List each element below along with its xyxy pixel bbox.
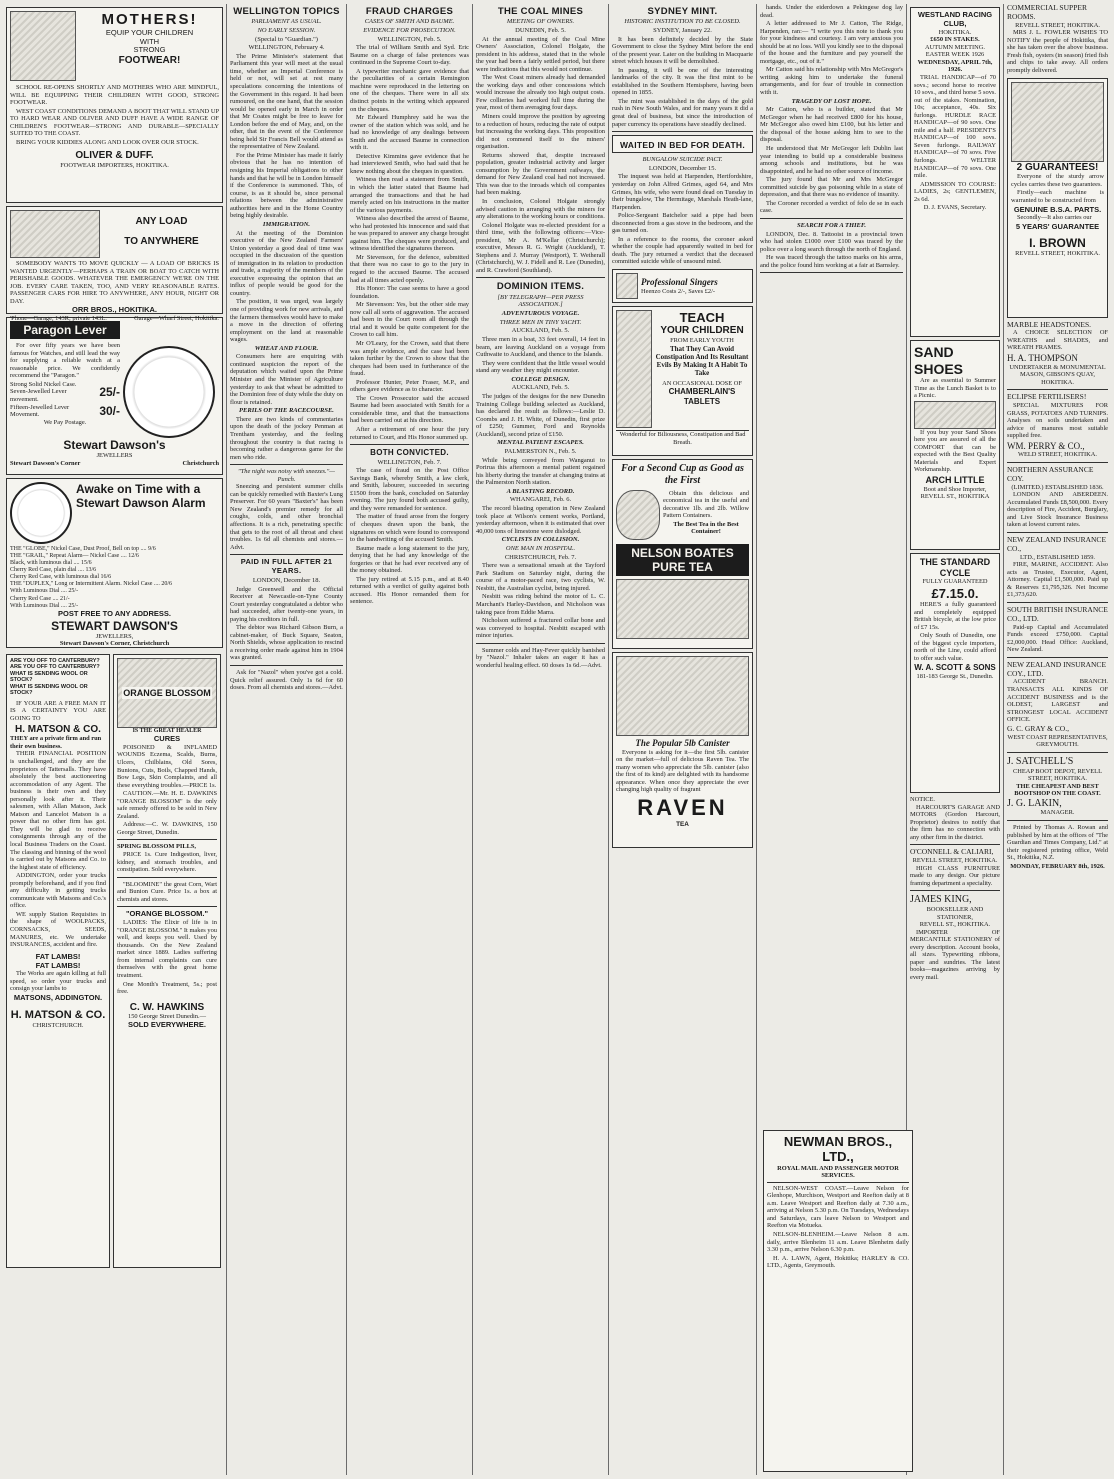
- coal-mines-heading: THE COAL MINES: [497, 6, 584, 17]
- fraud-sub1: CASES OF SMITH AND BAUME.: [364, 18, 455, 26]
- raven-canister-illustration: [616, 656, 749, 736]
- paid-date: LONDON, December 18.: [252, 576, 321, 584]
- ointment-box-illustration: [117, 658, 217, 728]
- eclipse-body: SPECIAL MIXTURES FOR GRASS, POTATOES AND TURNIPS. Analyses on soils undertaken and advice of manures most suitable supplied free.: [1007, 402, 1108, 440]
- teach-4: That They Can Avoid Constipation And Its Resultant Evils By Making It A Habit To Take: [655, 344, 749, 378]
- voyage-date: AUCKLAND, Feb. 5.: [511, 327, 570, 335]
- james-king-body: IMPORTER OF MERCANTILE STATIONERY of every description. Account books, all sizes. Typewriting ribbons, paper and sundries. The latest books—magazines arriving by every mail.: [910, 928, 1000, 982]
- guarantees-body: Everyone of the sturdy arrow cycles carries these two guarantees.: [1011, 173, 1104, 188]
- yacht-subhead: THREE MEN IN TINY YACHT.: [499, 318, 582, 326]
- orr-body: SOMEBODY WANTS TO MOVE QUICKLY — A LOAD OF BRICKS IS WANTED URGENTLY—PERHAPS A TRAIN OR BOAT TO CATCH WITH PERISHABLE GOODS. WHATEVER THE EMERGENCY WE'RE ON THE JOB. EVERY CARE TAKEN, TOO, AND VERY REASONABLE RATES. PASSENGER CARS FOR HIRE TO ANYWHERE, ANY HOUR, NIGHT OR DAY.: [10, 260, 219, 305]
- article-paragraph: The Coroner recorded a verdict of felo de se in each case.: [760, 199, 903, 215]
- gray-sub: WEST COAST REPRESENTATIVES, GREYMOUTH.: [1007, 733, 1108, 749]
- newman-bros-ad: [763, 1130, 913, 1472]
- college-subhead: COLLEGE DESIGN.: [511, 375, 570, 383]
- south-british-body: Paid-up Capital and Accumulated Funds exceed £750,000. Capital £2,000,000. Head Office: Auckland, New Zealand.: [1007, 623, 1108, 654]
- marble-heading: MARBLE HEADSTONES.: [1007, 319, 1092, 329]
- patient-date: PALMERSTON N., Feb. 5.: [504, 447, 577, 455]
- oliver-duff-name: OLIVER & DUFF.: [75, 150, 154, 162]
- arrow-cycle-ad: [1007, 78, 1108, 318]
- raven-body: Everyone is asking for it—the first 5lb. canister on the market—full of delicious Raven Tea. The many women who appreciate the 5lb. canister (also the first of its kind) are delighted with its handsome appearance. When once they appreciate the ever changing high quality of fragrant: [616, 748, 749, 794]
- article-paragraph: There was a sensational smash at the Tayford Park Stadium on Saturday night, during the course of a motor-paced race, two cyclists, W. Nesbitt, the Australian cyclist, being injured.: [476, 562, 605, 592]
- cyclists-date: CHRISTCHURCH, Feb. 7.: [504, 553, 577, 561]
- to-anywhere-title: TO ANYWHERE: [124, 235, 199, 247]
- scott-address: 181-183 George St., Dunedin.: [916, 672, 994, 680]
- alarm-firm: STEWART DAWSON'S: [51, 618, 178, 633]
- raven-tea-word: TEA: [676, 820, 689, 828]
- newman-body2: NELSON-BLENHEIM.—Leave Nelson 8 a.m. daily, arrive Blenheim 11 a.m. Leave Blenheim daily 3.30 p.m., arrive Nelson 6.30 p.m.: [767, 1231, 909, 1254]
- fraud-date: WELLINGTON, Feb. 5.: [377, 35, 442, 43]
- article-paragraph: In conclusion, Colonel Holgate strongly advised caution in arranging with the miners for any alterations to the working hours or conditions.: [476, 198, 605, 221]
- article-paragraph: The record blasting operation in New Zealand took place at Wilson's cement works, Portland, yesterday afternoon, when it is estimated that over 40,000 tons of limestone were dislodged.: [476, 505, 605, 535]
- immigration-subhead: IMMIGRATION.: [262, 220, 311, 228]
- mothers-line2: WITH: [139, 36, 160, 46]
- blasting-subhead: A BLASTING RECORD.: [506, 487, 575, 495]
- article-paragraph: Miners could improve the position by agreeing to a reduction of hours, reducing the rate of output but increasing the working days. This proposition did not commend itself to the miners' organisation.: [476, 112, 605, 151]
- teach-1: TEACH: [679, 309, 725, 325]
- guarantees-years: 5 YEARS' GUARANTEE: [1015, 221, 1100, 231]
- paragon-postage: We Pay Postage.: [43, 418, 87, 426]
- harcourt-notice: HARCOURT'S GARAGE AND MOTORS (Gordon Harcourt, Proprietor) desires to notify that the firm has no connection with any other firm in the district.: [910, 803, 1000, 841]
- cycle-guarantee: FULLY GUARANTEED: [922, 578, 988, 586]
- newman-sub: ROYAL MAIL AND PASSENGER MOTOR SERVICES.: [767, 1165, 909, 1183]
- both-convicted-heading: BOTH CONVICTED.: [370, 448, 449, 458]
- northern-body: LONDON AND ABERDEEN. Accumulated Funds £8,500,000. Every description of Fire, Accident, Burglary, and Live Stock Insurance Business taken at lowest current rates.: [1007, 491, 1108, 529]
- cycle-body2: Only South of Dunedin, one of the biggest cycle importers, north of the Line, could afford to offer such value.: [914, 632, 996, 662]
- teacup-illustration: [616, 490, 660, 540]
- racing-meet: AUTUMN MEETING.: [925, 43, 985, 51]
- article-paragraph: They were confident that the little vessel would stand any weather they might encounter.: [476, 359, 605, 375]
- alarm-title: Awake on Time with a Stewart Dawson Alarm: [76, 482, 206, 511]
- northern-sub: (LIMITED.) ESTABLISHED 1836.: [1011, 483, 1104, 491]
- wellington-sub2: NO EARLY SESSION.: [257, 26, 316, 34]
- perry-address: WELD STREET, HOKITIKA.: [1017, 451, 1098, 459]
- nelson-tea-ad: [612, 459, 753, 649]
- alarm-corner: Stewart Dawson's Corner, Christchurch: [59, 640, 170, 648]
- article-paragraph: Professor Hunter, Peter Fraser, M.P., and others gave evidence as to character.: [350, 378, 469, 394]
- ob-title: "ORANGE BLOSSOM.": [125, 909, 209, 919]
- singers-title: Professional Singers: [641, 276, 718, 287]
- wellington-date: WELLINGTON, February 4.: [248, 44, 325, 52]
- raven-tea-ad: [612, 652, 753, 848]
- paragon-lever-ad: [6, 317, 223, 475]
- eclipse-heading: ECLIPSE FERTILISERS!: [1007, 392, 1087, 402]
- racing-heading: WESTLAND RACING CLUB,: [917, 10, 993, 28]
- arch-little-sub: Boot and Shoe Importer, REVELL ST., HOKITIKA: [920, 485, 990, 501]
- alarm-price-list: [10, 546, 219, 610]
- college-date: AUCKLAND, Feb. 5.: [511, 384, 570, 392]
- blasting-date: WHANGAREI, Feb. 6.: [509, 496, 572, 504]
- sand-shoes-body: Are as essential to Summer Time as the Lunch Basket is to a Picnic.: [914, 377, 996, 400]
- nz-insurance-body: FIRE, MARINE, ACCIDENT. Also acts as Trustee, Executor, Agent, Attorney. Capital £1,500,000. Paid up & Reserves £1,795,326. Net Income £1,373,620.: [1007, 561, 1108, 599]
- paid-in-full-heading: PAID IN FULL AFTER 21 YEARS.: [240, 557, 333, 575]
- fat-lambs-1: FAT LAMBS!: [35, 951, 81, 961]
- column-3: [347, 4, 473, 1475]
- hospital-subhead: ONE MAN IN HOSPITAL.: [505, 544, 576, 552]
- perry-name: WM. PERRY & CO.,: [1007, 440, 1085, 451]
- alarm-item: THE "GRAIL," Repeat Alarm— Nickel Case .... 12/6: [10, 553, 139, 560]
- standard-cycle-ad: [910, 553, 1000, 793]
- mothers-body1: SCHOOL RE-OPENS SHORTLY AND MOTHERS WHO ARE MINDFUL, WILL BE EQUIPPING THEIR CHILDREN WITH GOOD, STRONG FOOTWEAR.: [10, 84, 219, 107]
- paragon-line2: Fifteen-Jewelled Lever Movement.: [10, 403, 70, 419]
- article-paragraph: Detective Kimmins gave evidence that he had interviewed Smith, who had said that he knew nothing about the cheques in question.: [350, 152, 469, 175]
- convicted-date: WELLINGTON, Feb. 7.: [377, 458, 442, 466]
- oliver-duff-sub: FOOTWEAR IMPORTERS, HOKITIKA.: [60, 162, 169, 170]
- column-2: [227, 4, 347, 1475]
- article-paragraph: A typewriter mechanic gave evidence that the peculiarities of a certain Remington machine were reproduced in the lettering on one of the cheques. There were in all six distinct points in the writing which appeared on the cheques.: [350, 67, 469, 113]
- article-paragraph: Judge Greenwell and the Official Receiver at Newcastle-on-Tyne County Court yesterday congratulated a debtor who had succeeded, after twenty-one years, in paying his creditors in full.: [230, 585, 343, 623]
- mothers-body2: WEST COAST CONDITIONS DEMAND A BOOT THAT WILL STAND UP TO HARD WEAR AND OLIVER AND DUFF HAVE A WIDE RANGE OF CHILDREN'S FOOTWEAR—STRONG AND DURABLE—SPECIALLY SUITED TO THE COAST.: [10, 107, 219, 138]
- article-paragraph: Returns showed that, despite increased population, greater industrial activity and larger consumption by the Government railways, the demand for New Zealand coal had not increased. This was due to the inroads which oil companies had been making.: [476, 151, 605, 197]
- wheat-subhead: WHEAT AND FLOUR.: [254, 344, 319, 352]
- column-6: [757, 4, 907, 1475]
- sold-everywhere: SOLD EVERYWHERE.: [127, 1019, 207, 1029]
- alarm-item: With Luminous Dial .... 25/-: [10, 588, 79, 595]
- bungalow-subhead: BUNGALOW SUICIDE PACT.: [642, 156, 723, 164]
- orr-bros-ad: [6, 206, 223, 323]
- paragon-title: Paragon Lever: [10, 321, 120, 339]
- sand-shoes-ad: [910, 340, 1000, 550]
- matson-addington: ADDINGTON, order your trucks promptly beforehand, and if you find any difficulty in getting trucks communicate with Matsons and Co.'s office.: [10, 872, 106, 910]
- article-paragraph: There are two kinds of commentaries upon the death of the jockey Penman at Trentham yesterday, and the feeling throughout the country is that racing is becoming rather a dangerous game for the men who ride.: [230, 415, 343, 461]
- alarm-post: POST FREE TO ANY ADDRESS.: [58, 608, 171, 618]
- teach-2: YOUR CHILDREN: [660, 325, 744, 337]
- mother-child-illustration: [616, 310, 652, 428]
- guarantees-bsa: GENUINE B.S.A. PARTS.: [1013, 204, 1102, 214]
- ladies-body: LADIES: The Elixir of life is in "ORANGE BLOSSOM." It makes you well, and keeps you well. Used by thousands. On the New Zealand market since 1889. Ladies suffering from internal complaints can cure themselves with the great home treatment.: [117, 919, 217, 979]
- raven-name: RAVEN: [637, 794, 728, 820]
- wellington-special: (Special to "Guardian."): [255, 35, 318, 43]
- paragon-body: For over fifty years we have been famous for Watches, and still lead the way for supplying a reliable watch at a reasonable price. We confidently recommend the "Paragon.": [10, 342, 120, 380]
- mothers-line4: FOOTWEAR!: [118, 55, 181, 67]
- sydney-mint-heading: SYDNEY MINT.: [647, 6, 718, 17]
- printer-imprint: Printed by Thomas A. Rowan and published by him at the offices of "The Guardian and Times Company, Ltd." at their registered printing office, Weld St., Hokitika, N.Z.: [1007, 824, 1108, 862]
- thompson-sub: UNDERTAKER & MONUMENTAL MASON, GIBSON'S QUAY, HOKITIKA.: [1009, 363, 1106, 386]
- matson-q2: ARE YOU OFF TO CANTERBURY?: [10, 664, 100, 671]
- singer-illustration: [616, 273, 638, 299]
- alarm-item: With Luminous Dial .... 25/-: [10, 602, 79, 609]
- basket-illustration: [914, 401, 996, 429]
- mothers-ad: [6, 7, 223, 203]
- matson-q4: WHAT IS SENDING WOOL OR STOCK?: [10, 683, 88, 697]
- article-paragraph: Baume made a long statement to the jury, denying that he had any knowledge of the forgeries or that he had ever received any of the money obtained.: [350, 544, 469, 575]
- mothers-line1: EQUIP YOUR CHILDREN: [105, 27, 194, 37]
- article-paragraph: The West Coast miners already had demanded the working days and other concessions which would increase the already too high output costs. Few collieries had worked full time during the year, most of them averaging four days.: [476, 74, 605, 112]
- blossom-cures: CURES: [153, 734, 181, 744]
- article-paragraph: In a reference to the rooms, the coroner asked whether the couple had apparently waited in bed for death. The jury returned a verdict that the deceased committed suicide while of unsound mind.: [612, 235, 753, 266]
- matson-footer: H. MATSON & CO.: [10, 1008, 106, 1021]
- mothers-line3: STRONG: [133, 45, 166, 55]
- mint-date: SYDNEY, January 22.: [653, 26, 712, 34]
- satchell-sub: CHEAP BOOT DEPOT, REVELL STREET, HOKITIKA.: [1013, 767, 1102, 783]
- matson-tag: THEY are a private firm and run their own business.: [10, 735, 102, 750]
- newman-heading: NEWMAN BROS., LTD.,: [783, 1134, 893, 1165]
- article-paragraph: The debtor was Richard Gibson Burn, a cabinet-maker, of Buck Square, Seaton, North Shields, whose application to rescind a receiving order made against him in 1904 was granted.: [230, 624, 343, 662]
- racing-body: TRIAL HANDICAP—of 70 sovs.; second horse to receive 10 sovs., and third horse 5 sovs. out of the stakes. Nomination, 10s; acceptance, 40s. Six furlongs. HURDLE RACE HANDICAP—of 90 sovs. One mile and a half. PRESIDENT'S HANDICAP—of 100 sovs. Seven furlongs. RAILWAY HANDICAP—of 70 sovs. Five furlongs. WELTER HANDICAP—of 70 sovs. One mile.: [914, 73, 996, 180]
- column-4: [473, 4, 609, 1475]
- wellington-topics-heading: WELLINGTON TOPICS: [233, 6, 340, 17]
- orr-phone: 'Phone—Garage, 143R; private 143L.: [10, 315, 107, 323]
- article-paragraph: His Honor: The case seems to have a good foundation.: [350, 285, 469, 300]
- bloomine-body: "BLOOMINE" the great Corn, Wart and Bunion Cure. Price 1s. a box at chemists and stores.: [117, 880, 217, 903]
- article-paragraph: The jury retired at 5.15 p.m., and at 8.40 returned with a verdict of guilty against both accused. His Honor remanded them for sentence.: [350, 575, 469, 606]
- james-king-address: REVELL ST., HOKITIKA.: [919, 921, 991, 929]
- column-8: [1004, 4, 1111, 1475]
- cycle-heading: THE STANDARD CYCLE: [919, 557, 991, 578]
- tea-canister-illustration: [616, 579, 749, 639]
- article-paragraph: Mr Catton, who is a builder, stated that Mr McGregor when he had received £800 for his house, Mr McGregor also owed him £100, but his letter and the disposal of the house asking him to see to the disposal.: [760, 106, 903, 144]
- matson-q3: WHAT IS SENDING WOOL OR STOCK?: [10, 670, 88, 684]
- article-paragraph: Nesbitt was riding behind the motor of L. C. Marchant's Harley-Davidson, and Nicholson was taking pace from Eddie Marra.: [476, 593, 605, 616]
- patient-subhead: MENTAL PATIENT ESCAPES.: [497, 439, 584, 447]
- sand-shoes-heading: SAND SHOES: [914, 344, 964, 377]
- racing-secretary: D. J. EVANS, Secretary.: [923, 204, 987, 212]
- article-paragraph: He was traced through the tattoo marks on his arms, and the police found him working at a fair at Barnsley.: [760, 254, 903, 269]
- alarm-clock-ad: [6, 478, 223, 648]
- blossom-address: Address:—C. W. DAWKINS, 150 George Street, Dunedin.: [117, 821, 217, 836]
- matson-works: The Works are again killing at full speed, so order your trucks and consign your lambs to: [10, 970, 106, 993]
- article-paragraph: The case of fraud on the Post Office Savings Bank, whereby Smith, a law clerk, and Smith, labourer, succeeded in securing £1500 from the bank, concluded on Saturday evening. The jury found both accused guilty, and they were remanded for sentence.: [350, 467, 469, 512]
- paragon-price2: 30/-: [99, 404, 120, 418]
- spring-blossom-title: SPRING BLOSSOM PILLS,: [117, 843, 197, 851]
- james-king-sub: BOOKSELLER AND STATIONER,: [926, 906, 984, 921]
- baxter-advert: Sneezing and persistent summer chills can be quickly remedied with Baxter's Lung Preserver. For 60 years "Baxter's" has been New Zealand's premier remedy for all coughs, colds, and other bronchial affections. It is a rich, penetrating specific that gets to the root of all throat and chest troubles. 1s 6d all chemists and stores.—Advt.: [230, 483, 343, 551]
- racing-date: WEDNESDAY, APRIL 7th, 1926.: [917, 58, 993, 74]
- nelson-tea-banner: NELSON BOATES PURE TEA: [616, 544, 749, 576]
- teach-6: CHAMBERLAIN'S TABLETS: [668, 387, 736, 406]
- article-paragraph: Witness then read a statement from Smith, in which the latter stated that Baume had arranged the transactions and that he had merely acted on his instructions in the matter of the various payments.: [350, 176, 469, 214]
- stewart-dawson-name: Stewart Dawson's: [63, 438, 166, 453]
- column-5: [609, 4, 757, 1475]
- teach-5: AN OCCASIONAL DOSE OF: [662, 379, 742, 387]
- matson-q1: ARE YOU OFF TO CANTERBURY?: [10, 658, 100, 664]
- truck-illustration: [10, 210, 100, 258]
- newman-body: NELSON-WEST COAST.—Leave Nelson for Glenhope, Murchison, Westport and Reefton daily at 8 a.m. Leave Westport and Reefton daily at 7.30 a.m., arriving at Nelson 5.30 p.m. On Tuesdays, Wednesdays and Saturdays, cars leave Nelson to Westport and Reefton via Motueka.: [767, 1184, 909, 1230]
- alarm-item: Cherry Red Case, plain dial .... 13/6: [10, 567, 97, 574]
- article-paragraph: The trial of William Smith and Syd. Eric Baume on a charge of false pretences was continued in the Supreme Court to-day.: [350, 44, 469, 67]
- blossom-title: ORANGE BLOSSOM: [123, 687, 211, 698]
- matson-body: THEIR FINANCIAL POSITION is unchallenged, and they are the proprietors of Tattersalls. They have absolutely the best auctioneering accommodation of any Agent. The business is their own and they personally look after it. Their salesmen, with Allan Matson, Jack Matson and Lancelot Matson is a power that no other firm has got. They will be glad to receive consignments through any of the local Business Traders on the Coast. The classing and binning of the wool is carried out by Matsons and Co. to the highest state of efficiency.: [10, 750, 106, 871]
- blossom-caution: CAUTION.—Mr. H. E. DAWKINS "ORANGE BLOSSOM" is the only safe remedy offered to be sold in New Zealand.: [117, 790, 217, 820]
- raven-tagline: The Popular 5lb Canister: [635, 737, 730, 748]
- matson-wants: WE supply Station Requisites in the shape of WOOLPACKS, CORNSACKS, SEEDS, MANURES, etc. We undertake INSURANCES, accident and fire.: [10, 910, 106, 949]
- article-paragraph: Consumers here are enquiring with continued suspicion the report of the deputation which waited upon the Prime Minister and the Minister of Agriculture yesterday to ask that wheat be admitted to the Dominion free of duty while the duty on flour is retained.: [230, 353, 343, 406]
- nazol-advert: Summer colds and Hay-Fever quickly banished by "Nazol." Inhaler takes an eager it has a wonderful healing effect. 60 doses 1s 6d.—Advt.: [476, 646, 605, 669]
- article-paragraph: For the Prime Minister has made it fairly obvious that he has no intention of resigning his Imperial obligations to other hands and that he will be in London himself if the Conference is summoned. This, of course, is as it should be, since personal relations between the administrative authorities here and in the Home Country being highly desirable.: [230, 151, 343, 220]
- article-paragraph: The mint was established in the days of the gold rush in New South Wales, and for many years it did a great deal of business, but since the introduction of paper currency its operations have steadily declined.: [612, 97, 753, 128]
- supper-rooms-heading: COMMERCIAL SUPPER ROOMS.: [1007, 3, 1087, 21]
- oconnell-address: REVELL STREET, HOKITIKA.: [912, 857, 998, 865]
- nz-coy-body: ACCIDENT BRANCH. TRANSACTS ALL KINDS OF ACCIDENT BUSINESS and is the OLDEST, LARGEST and STRONGEST LOCAL ACCIDENT OFFICE.: [1007, 678, 1108, 724]
- any-load-title: ANY LOAD: [135, 216, 188, 227]
- article-paragraph: Mr Stevenson, for the defence, submitted that there was no case to go to the jury in regard to the accused Baume. The accused had at all times acted openly.: [350, 253, 469, 284]
- article-paragraph: While being conveyed from Wanganui to Porirua this afternoon a mental patient regained his liberty during the transfer at changing trains at the Palmerston North station.: [476, 456, 605, 487]
- sand-shoes-more: If you buy your Sand Shoes here you are assured of all the COMFORT that can be expected with the Best Quality Materials and Expert Workmanship.: [914, 428, 996, 474]
- article-paragraph: After a retirement of one hour the jury returned to Court, and His Honor summed up.: [350, 425, 469, 441]
- article-paragraph: Mr Catton said his relationship with Mrs McGregor's writing asking him to undertake the funeral arrangements, and for fear of trouble in connection with it.: [760, 66, 903, 97]
- paragon-price1: 25/-: [99, 385, 120, 400]
- paragon-line1: Strong Solid Nickel Case. Seven-Jewelled Lever movement.: [10, 380, 77, 403]
- matsons-addington: MATSONS, ADDINGTON.: [13, 992, 103, 1002]
- article-paragraph: Mr O'Leary, for the Crown, said that there was ample evidence, and the case had been taken further by the Crown to show that the cheques had been used in furtherance of the fraud.: [350, 339, 469, 378]
- pocket-watch-icon: [123, 346, 215, 438]
- article-paragraph: Three men in a boat, 33 feet overall, 14 feet in beam, are leaving Auckland on a voyage from Cuthwaite to Auckland, and thence to the Islands.: [476, 335, 605, 359]
- nazol-advert: Ask for "Nazol" when you've got a cold. Quick relief assured. Only 1s 6d for 60 doses. From all chemists and stores.—Advt.: [230, 668, 343, 692]
- article-paragraph: The Prime Minister's statement that Parliament this year will meet at the usual time, whether an Imperial Conference is held or not, will set at rest many speculations concerning the intentions of the Government in this regard. It had been rumoured, on the one hand, that the session would be opened early in March in order that Mr Coates might be free to leave for London before the end of May, and, on the other, that in the event of the Conference being held Sir Francis Bell would attend as the representative of New Zealand.: [230, 52, 343, 151]
- article-paragraph: Colonel Holgate was re-elected president for a third time, with the following officers:—Vice-president, Mr A. M'Kellar (Christchurch); executive, Messrs R. G. Wright (Auckland), T. Stephens and J. Murray (Westport), T. Wetherall (Christchurch), W. J. Fidell and R. Lee (Dunedin), and R. Crawford (Southland).: [476, 221, 605, 274]
- article-paragraph: Witness also described the arrest of Baume, who had protested his innocence and said that he was prepared to answer any charge brought against him. The cheques were produced, and witness identified the signatures thereon.: [350, 215, 469, 253]
- press-association-line: [BY TELEGRAPH—PER PRESS ASSOCIATION.]: [497, 293, 584, 309]
- alarm-item: THE "GLOBE," Nickel Case, Dust Proof, Bell on top .... 9/6: [10, 546, 156, 552]
- oconnell-name: O'CONNELL & CALIARI,: [910, 847, 994, 857]
- fraud-charges-heading: FRAUD CHARGES: [365, 6, 454, 17]
- alarm-clock-icon: [10, 482, 72, 544]
- south-british-heading: SOUTH BRITISH INSURANCE CO., LTD.: [1007, 604, 1108, 623]
- racing-day: EASTER WEEK 1926: [925, 51, 985, 59]
- arch-little-name: ARCH LITTLE: [925, 474, 985, 485]
- second-cup-title: For a Second Cup as Good as the First: [621, 462, 744, 486]
- chamberlains-ad: [612, 306, 753, 456]
- bungalow-date: LONDON, December 15.: [648, 164, 717, 172]
- thompson-name: H. A. THOMPSON: [1007, 353, 1078, 363]
- stewart-dawson-sub: JEWELLERS: [96, 452, 133, 460]
- article-paragraph: At the meeting of the Dominion executive of the New Zealand Farmers' Union yesterday a good deal of time was occupied in the discussion of the question of immigration in its relation to production and trade, a majority of the members of the executive expressing the opinion that an influx of people would be good for the country.: [230, 229, 343, 297]
- hawkins-address: 150 George Street Dunedin.—: [128, 1013, 206, 1021]
- satchell-body: THE CHEAPEST AND BEST BOOTSHOP ON THE COAST.: [1014, 782, 1101, 798]
- article-paragraph: The matter of fraud arose from the forgery of cheques drawn upon the bank, the signatures on which were found to correspond to the handwriting of the accused Smith.: [350, 513, 469, 544]
- racing-stake: £650 IN STAKES.: [930, 36, 980, 44]
- orr-garage: Garage—Wharf Street, Hokitika.: [134, 315, 219, 323]
- brown-address: REVELL STREET, HOKITIKA.: [1015, 249, 1100, 257]
- fat-lambs-2: FAT LAMBS!: [35, 960, 81, 970]
- cycle-body: HERE'S a fully guaranteed and completely equipped British bicycle, at the low price of £7 15s.: [914, 601, 996, 631]
- ladies-supply: One Month's Treatment, 5s.; post free.: [117, 980, 217, 996]
- marble-body: A CHOICE SELECTION OF WREATHS and SHADES, and WREATH FRAMES.: [1007, 329, 1108, 352]
- newman-footer: H. A. LAWN, Agent, Hokitika; HARLEY & CO. LTD., Agents, Greymouth.: [767, 1254, 909, 1270]
- spring-blossom-body: PRICE 1s. Cure Indigestion, liver, kidney, and stomach troubles, and constipation. Sold everywhere.: [117, 851, 217, 874]
- alarm-item: Black, with luminous dial .... 15/6: [10, 560, 92, 567]
- article-paragraph: The position, it was urged, was largely one of providing work for new arrivals, and the farmers themselves would have to make a move in the direction of offering employment on the land at reasonable wages.: [230, 298, 343, 344]
- racing-town: HOKITIKA.: [938, 28, 972, 36]
- lakin-sub: MANAGER.: [1040, 809, 1075, 817]
- cup-tagline: The Best Tea in the Best Container!: [673, 520, 739, 536]
- matson-footer-sub: CHRISTCHURCH.: [32, 1021, 84, 1029]
- lost-hope-subhead: TRAGEDY OF LOST HOPE.: [791, 97, 872, 105]
- article-paragraph: hands. Under the eiderdown a Pekingese dog lay dead.: [760, 4, 903, 19]
- teach-3: FROM EARLY YOUTH: [670, 337, 734, 345]
- notice-heading: NOTICE.: [910, 796, 936, 803]
- article-paragraph: He understood that Mr McGregor left Dublin last year intending to build up a considerable business among schools and institutions, but he was disappointed, and he had no other source of income.: [760, 144, 903, 175]
- nz-insurance-heading: NEW ZEALAND INSURANCE CO.,: [1007, 534, 1107, 553]
- alarm-item: Cherry Red Case, with luminous dial 16/6: [10, 574, 112, 581]
- orange-blossom-ad: [113, 654, 221, 1268]
- nz-insurance-sub: LTD., ESTABLISHED 1859.: [1019, 553, 1096, 561]
- article-paragraph: Mr Edward Humphrey said he was the owner of the station which was sold, and he had no knowledge of any dealings between Smith and the accused Baume in connection with it.: [350, 114, 469, 152]
- northern-heading: NORTHERN ASSURANCE COY.: [1007, 464, 1094, 483]
- article-paragraph: Nicholson suffered a fractured collar bone and was conveyed to hospital. Nesbitt escaped with minor injuries.: [476, 617, 605, 640]
- article-paragraph: Police-Sergeant Batchelor said a pipe had been disconnected from a gas stove in the bedroom, and the gas turned on.: [612, 212, 753, 235]
- scott-name: W. A. SCOTT & SONS: [914, 663, 996, 673]
- mint-sub: HISTORIC INSTITUTION TO BE CLOSED.: [624, 18, 741, 26]
- column-1: [3, 4, 227, 1475]
- article-paragraph: The inquest was held at Harpenden, Hertfordshire, yesterday on John Alfred Grimes, aged 64, and Mrs Grimes, his wife, who were found dead on Tuesday in their bungalow, The Hermitage, Marshals Heath-lane, Harpenden.: [612, 173, 753, 211]
- dominion-items-heading: DOMINION ITEMS.: [496, 281, 585, 293]
- issue-date: MONDAY, FEBRUARY 8th, 1926.: [1010, 862, 1105, 870]
- lakin-name: J. G. LAKIN,: [1007, 797, 1062, 809]
- article-paragraph: The Crown Prosecutor said the accused Baume had been associated with Smith for a considerable time, and that the transactions had been carried out at his direction.: [350, 394, 469, 425]
- article-paragraph: In passing, it will be one of the interesting landmarks of the city. It was the first mint to be established in the Southern Hemisphere, having been opened in 1855.: [612, 66, 753, 97]
- fraud-sub2: EVIDENCE FOR PROSECUTION.: [363, 26, 456, 34]
- oconnell-body: HIGH CLASS FURNITURE made to any design. Our picture framing department a speciality.: [910, 864, 1000, 887]
- waited-in-bed-heading: WAITED IN BED FOR DEATH.: [619, 140, 746, 151]
- guarantees-heading: 2 GUARANTEES!: [1016, 161, 1099, 173]
- hawkins-name: C. W. HAWKINS: [129, 1001, 205, 1013]
- gray-name: G. C. GRAY & CO.,: [1007, 723, 1069, 733]
- racing-admit: ADMISSION TO COURSE: LADIES, 2s; GENTLEMEN, 2s 6d.: [914, 180, 996, 203]
- cycle-price: £7.15.0.: [931, 585, 979, 601]
- blossom-list: POISONED & INFLAMED WOUNDS Eczema, Scalds, Burns, Ulcers, Chilblains, Old Sores, Bunions, Cuts, Boils, Chapped Hands, Bow Legs, Skin Complaints, and all these everything troubles.—PRICE 1s.: [117, 743, 217, 789]
- cyclists-subhead: CYCLISTS IN COLLISION.: [501, 536, 580, 544]
- alarm-item: Cherry Red Case .... 21/-: [10, 595, 70, 602]
- punch-quote: "The night was noisy with sneezes."—Punch.: [238, 468, 335, 483]
- guarantees-secondly: Secondly—It also carries our: [1017, 214, 1092, 222]
- article-paragraph: The judges of the designs for the new Dunedin Training College building selected as Auckland, has declared the result as follows:—Leslie D. Coombs and J. H. White, of Dunedin, first prize of £250; Gummer, Ford and Reynolds (Auckland), second prize of £150.: [476, 393, 605, 438]
- cup-body: Obtain this delicious and economical tea in the useful and decorative 1lb. and 2lb. Willow Pattern Containers.: [663, 489, 749, 520]
- cyclist-illustration: [1011, 82, 1104, 162]
- mothers-title: MOTHERS!: [101, 11, 198, 28]
- alarm-firm-sub: JEWELLERS,: [95, 632, 134, 640]
- supper-body: MRS J. L. FOWLER WISHES TO NOTIFY the people of Hokitika, that she has taken over the above business. Fresh fish, oysters (in season) fried fish and chips to take away. All orders promptly delivered.: [1007, 29, 1108, 74]
- blossom-sub: IS THE GREAT HEALER: [132, 728, 202, 734]
- brown-name: I. BROWN: [1029, 235, 1086, 250]
- alarm-item: THE "DUPLEX," Long or Intermittent Alarm. Nickel Case .... 20/6: [10, 581, 173, 588]
- coal-sub1: MEETING OF OWNERS.: [506, 18, 575, 26]
- matson-intro: IF YOUR ARE A FREE MAN IT IS A CERTAINTY YOU ARE GOING TO: [10, 699, 106, 722]
- article-paragraph: A letter addressed to Mr J. Catton, The Ridge, Harpenden, ran:— "I write you this note to thank you for your kindness and courtesy. I am very anxious you should be at no loss. Will you kindly see to the disposal of the house and the furniture and pay yourself the mortgage, etc., out of it.": [760, 20, 903, 65]
- article-paragraph: LONDON, Dec. 8. Tattooist in a provincial town who had stolen £1000 over £100 was traced by the police over a long search through the north of England.: [760, 230, 903, 253]
- article-paragraph: It has been definitely decided by the State Government to close the Sydney Mint before the end of the present year. Later on the building in Macquarie street which houses it will be demolished.: [612, 35, 753, 66]
- waited-in-bed-box: [612, 135, 753, 153]
- guarantees-firstly: Firstly—each machine is warranted to be constructed from: [1011, 189, 1104, 204]
- matson-firm: H. MATSON & CO.: [15, 723, 101, 735]
- teach-7: Wonderful for Biliousness, Constipation and Bad Breath.: [616, 430, 749, 446]
- racecourse-subhead: PERILS OF THE RACECOURSE.: [239, 407, 334, 415]
- voyage-subhead: ADVENTUROUS VOYAGE.: [501, 309, 580, 317]
- singers-sub: Heenzo Costs 2/-, Saves £2/-: [641, 287, 716, 295]
- mothers-body3: BRING YOUR KIDDIES ALONG AND LOOK OVER OUR STOCK.: [16, 138, 199, 146]
- stewart-dawson-city: Christchurch: [182, 459, 219, 467]
- wellington-sub1: PARLIAMENT AS USUAL.: [251, 18, 322, 26]
- article-paragraph: The jury found that Mr and Mrs McGregor committed suicide by gas poisoning while in a state of depression, and that there was no evidence of insanity.: [760, 176, 903, 199]
- stewart-dawson-corner: Stewart Dawson's Corner: [10, 459, 81, 467]
- racing-club-ad: [910, 7, 1000, 337]
- children-illustration: [10, 11, 76, 81]
- supper-address: REVELL STREET, HOKITIKA.: [1015, 21, 1100, 29]
- thief-subhead: SEARCH FOR A THIEF.: [796, 221, 866, 229]
- coal-date: DUNEDIN, Feb. 5.: [515, 26, 566, 34]
- james-king-name: JAMES KING,: [910, 894, 972, 906]
- orr-bros-name: ORR BROS., HOKITIKA.: [71, 305, 157, 315]
- article-paragraph: Mr Stevenson: Yes, but the other side may now call all sorts of aggravation. The accused had been in the Court room all through the trial and it would be quite competent for the Crown to call him.: [350, 301, 469, 339]
- matson-ad: [6, 654, 110, 1268]
- article-paragraph: At the annual meeting of the Coal Mine Owners' Association, Colonel Holgate, the president in his address, stated that in the whole the year had been a fairly settled period, but there were indications that this would not continue.: [476, 35, 605, 73]
- column-7: [907, 4, 1004, 1475]
- satchell-name: J. SATCHELL'S: [1007, 755, 1074, 767]
- nz-coy-heading: NEW ZEALAND INSURANCE COY., LTD.: [1007, 659, 1107, 678]
- heenzo-ad: [612, 269, 753, 303]
